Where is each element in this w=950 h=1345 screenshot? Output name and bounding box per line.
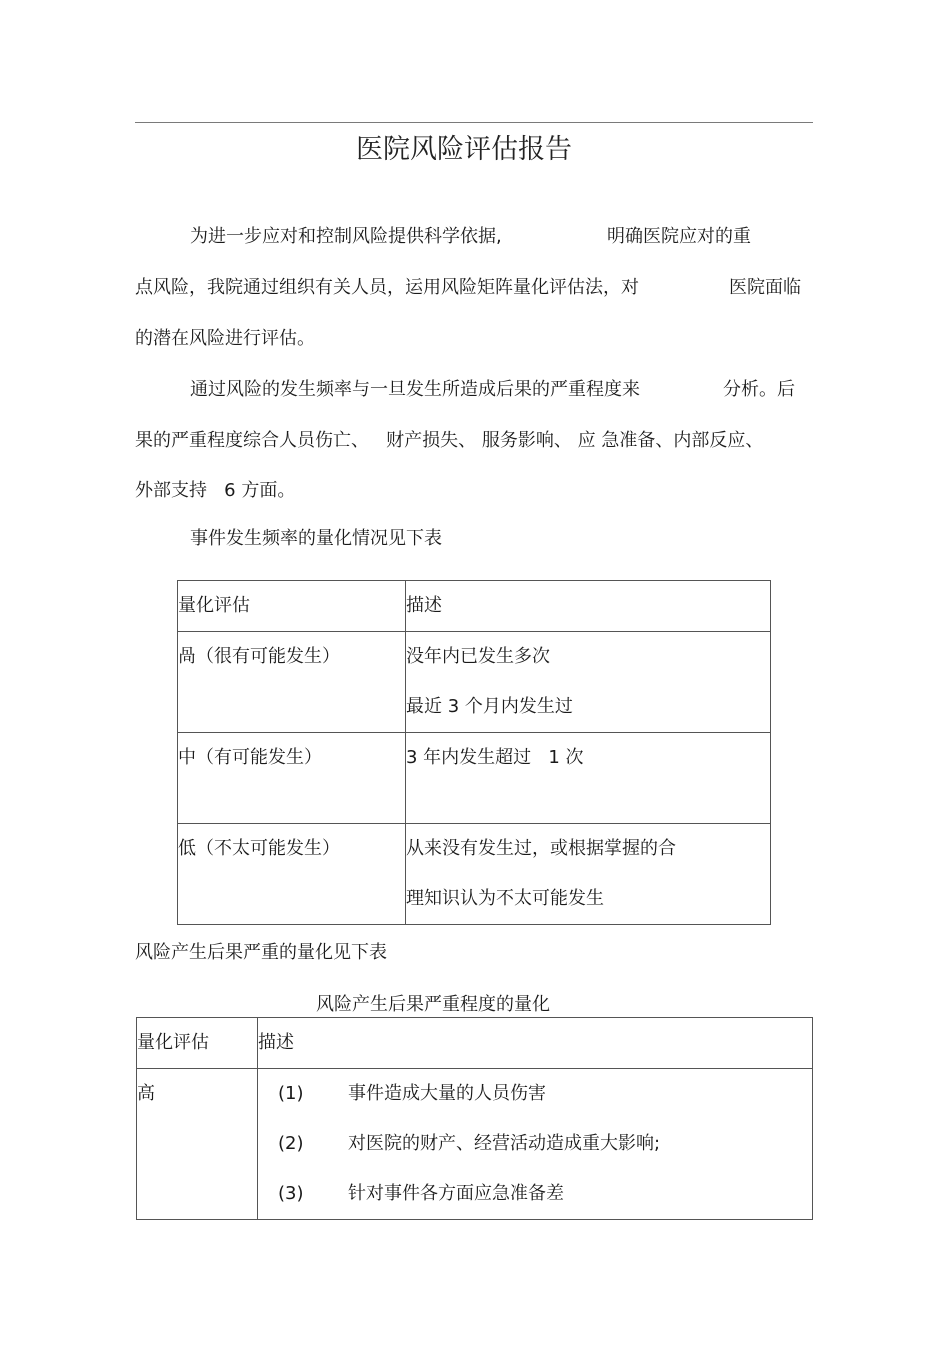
item-number: (1): [278, 1083, 304, 1104]
item-text: 对医院的财产、经营活动造成重大影响;: [348, 1133, 661, 1154]
desc-line: 最近 3 个月内发生过: [406, 696, 573, 717]
severity-table: [136, 1017, 813, 1220]
header-cell: 描述: [258, 1032, 294, 1053]
para2-line1b: 分析。后: [723, 379, 795, 400]
table-row: [137, 1069, 813, 1220]
header-cell: 量化评估: [137, 1032, 209, 1053]
item-number: (3): [278, 1183, 304, 1204]
desc-line: 从来没有发生过，或根据掌握的合: [406, 838, 676, 859]
para1-line1b: 明确医院应对的重: [607, 226, 751, 247]
header-cell: 量化评估: [178, 595, 250, 616]
header-rule: [135, 122, 813, 123]
para2-line1a: 通过风险的发生频率与一旦发生所造成后果的严重程度来: [190, 379, 640, 400]
table-header-row: [178, 581, 771, 632]
header-cell: 描述: [406, 595, 442, 616]
table2-intro: 风险产生后果严重的量化见下表: [135, 942, 387, 963]
para2-line2: 果的严重程度综合人员伤亡、 财产损失、 服务影响、 应 急准备、内部反应、: [135, 430, 764, 451]
para1-line2a: 点风险，我院通过组织有关人员，运用风险矩阵量化评估法，对: [135, 277, 639, 298]
item-text: 针对事件各方面应急准备差: [348, 1183, 564, 1204]
table-row: [178, 824, 771, 925]
frequency-table: [177, 580, 771, 925]
table-row: [178, 733, 771, 824]
para1-line1a: 为进一步应对和控制风险提供科学依据,: [190, 226, 502, 247]
level-cell: 咼（很有可能发生）: [178, 646, 340, 667]
para1-line2b: 医院面临: [729, 277, 801, 298]
list-item: [278, 1119, 812, 1169]
table-row: [178, 632, 771, 733]
table1-caption: 事件发生频率的量化情况见下表: [190, 528, 442, 549]
para1-line3: 的潜在风险进行评估。: [135, 328, 315, 349]
table-header-row: [137, 1018, 813, 1069]
list-item: [278, 1169, 812, 1219]
item-number: (2): [278, 1133, 304, 1154]
page-title: 医院风险评估报告: [356, 134, 572, 165]
para2-line3: 外部支持 6 方面。: [135, 480, 296, 501]
desc-line: 理知识认为不太可能发生: [406, 888, 604, 909]
desc-line: 没年内已发生多次: [406, 646, 550, 667]
level-cell: 中（有可能发生）: [178, 747, 322, 768]
level-cell: 低（不太可能发生）: [178, 838, 340, 859]
list-item: [278, 1069, 812, 1119]
level-cell: 高: [137, 1083, 155, 1104]
item-text: 事件造成大量的人员伤害: [348, 1083, 546, 1104]
desc-line: 3 年内发生超过 1 次: [406, 747, 584, 768]
table2-caption: 风险产生后果严重程度的量化: [316, 994, 550, 1015]
